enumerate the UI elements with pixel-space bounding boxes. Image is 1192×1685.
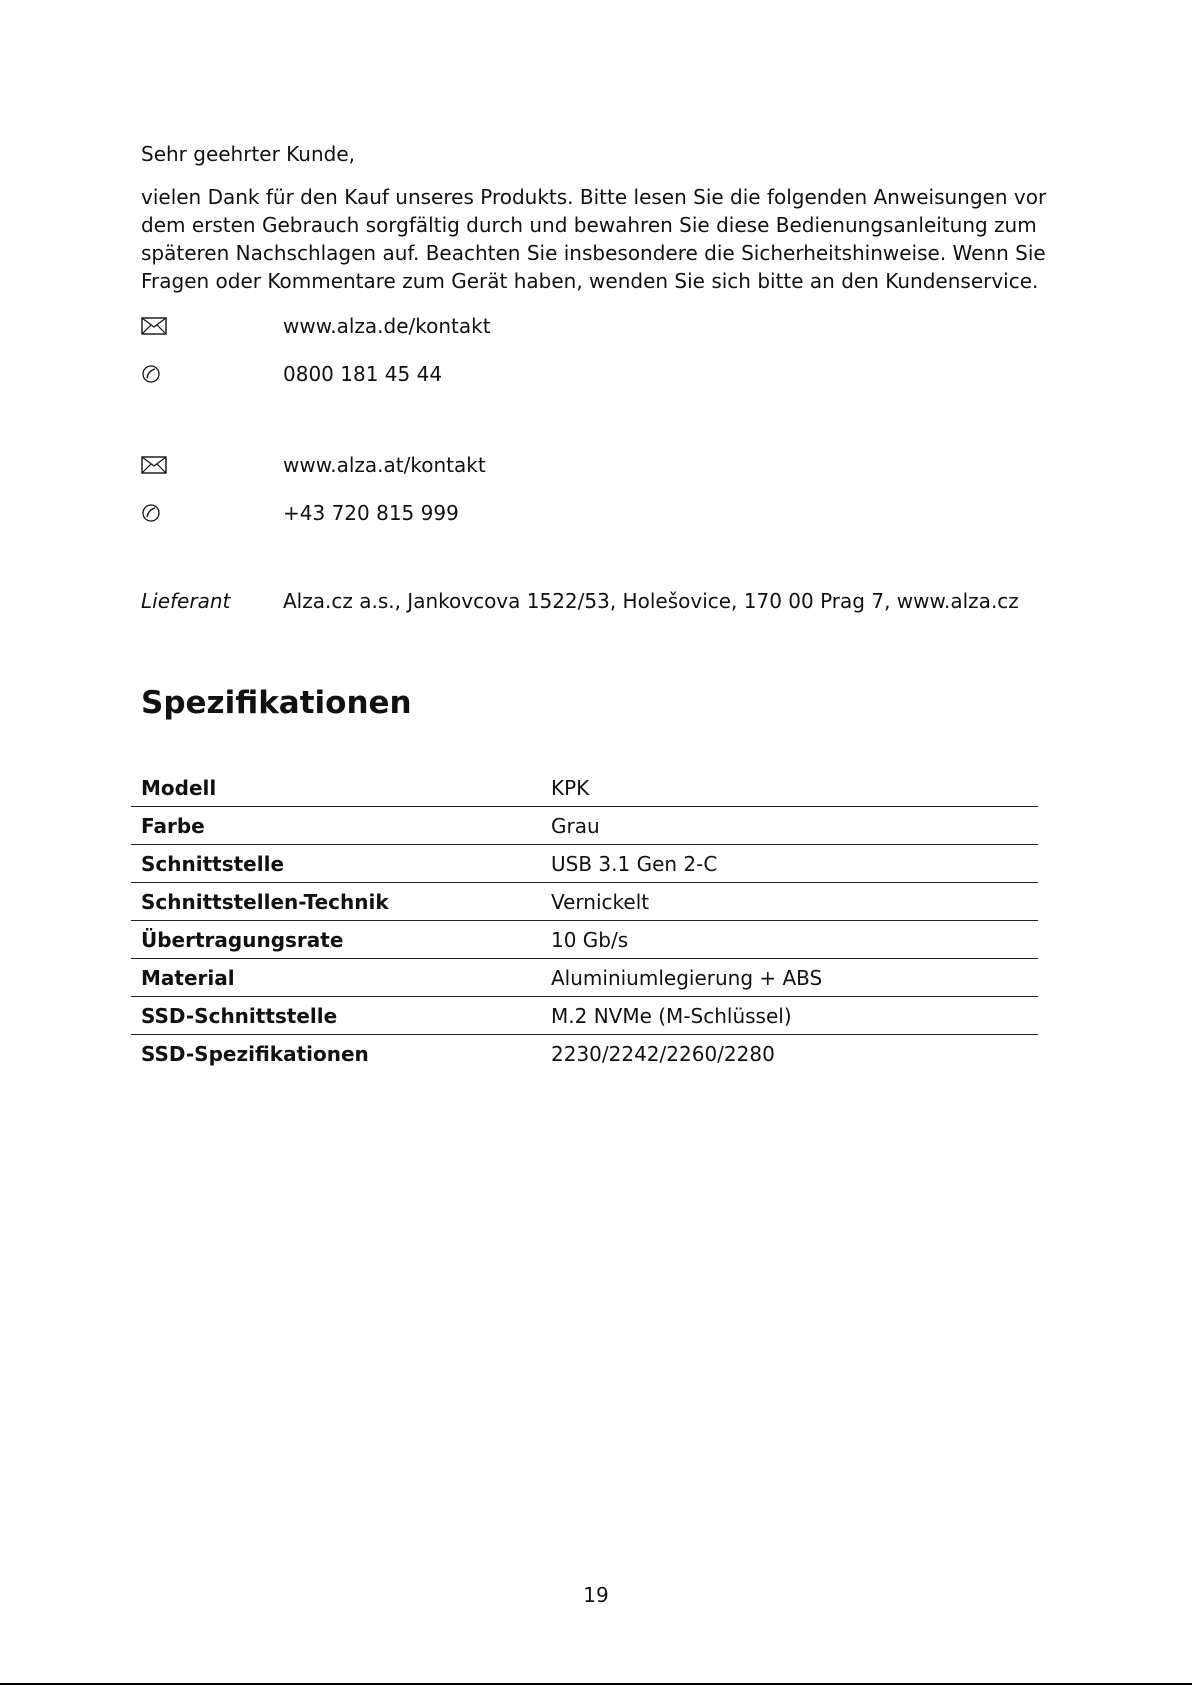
- spec-table: [131, 769, 1038, 1072]
- phone-icon: [141, 502, 167, 524]
- spec-key: SSD-Spezifikationen: [131, 1035, 541, 1073]
- phone-icon: [141, 363, 167, 385]
- spec-value: Aluminiumlegierung + ABS: [541, 959, 1038, 997]
- table-row: [131, 883, 1038, 921]
- spec-key: SSD-Schnittstelle: [131, 997, 541, 1035]
- table-row: [131, 807, 1038, 845]
- spec-value: 10 Gb/s: [541, 921, 1038, 959]
- table-row: [131, 997, 1038, 1035]
- table-row: [131, 959, 1038, 997]
- supplier-value: Alza.cz a.s., Jankovcova 1522/53, Holešovice, 170 00 Prag 7, www.alza.cz: [283, 589, 1019, 613]
- table-row: [131, 1035, 1038, 1073]
- spec-heading: Spezifikationen: [141, 685, 412, 721]
- contact-phone-de-number: 0800 181 45 44: [283, 362, 443, 386]
- spec-key: Übertragungsrate: [131, 921, 541, 959]
- supplier-label: Lieferant: [141, 589, 231, 613]
- table-row: [131, 769, 1038, 807]
- page-number: 19: [583, 1583, 609, 1607]
- spec-value: Grau: [541, 807, 1038, 845]
- contact-web-de-link[interactable]: www.alza.de/kontakt: [283, 314, 491, 338]
- table-row: [131, 845, 1038, 883]
- intro-paragraph: vielen Dank für den Kauf unseres Produkts. Bitte lesen Sie die folgenden Anweisungen vor dem ersten Gebrauch sorgfältig durch und bewahren Sie diese Bedienungsanleitung zum späteren Nachschlagen auf. Beachten Sie insbesondere die Sicherheitshinweise. Wenn Sie Fragen oder Kommentare zum Gerät haben, wenden Sie sich bitte an den Kundenservice.: [141, 185, 1047, 293]
- spec-value: Vernickelt: [541, 883, 1038, 921]
- contact-web-at-link[interactable]: www.alza.at/kontakt: [283, 453, 486, 477]
- spec-key: Material: [131, 959, 541, 997]
- spec-value: KPK: [551, 775, 590, 800]
- spec-value: M.2 NVMe (M-Schlüssel): [541, 997, 1038, 1035]
- table-row: [131, 921, 1038, 959]
- spec-key: Schnittstellen-Technik: [131, 883, 541, 921]
- spec-key: Farbe: [131, 807, 541, 845]
- envelope-icon: [141, 454, 167, 476]
- contact-phone-at-number: +43 720 815 999: [283, 501, 459, 525]
- spec-value: USB 3.1 Gen 2-C: [541, 845, 1038, 883]
- spec-value: 2230/2242/2260/2280: [541, 1035, 1038, 1073]
- envelope-icon: [141, 315, 167, 337]
- greeting: Sehr geehrter Kunde,: [141, 142, 356, 166]
- spec-key: Schnittstelle: [131, 845, 541, 883]
- spec-key: Modell: [141, 775, 217, 800]
